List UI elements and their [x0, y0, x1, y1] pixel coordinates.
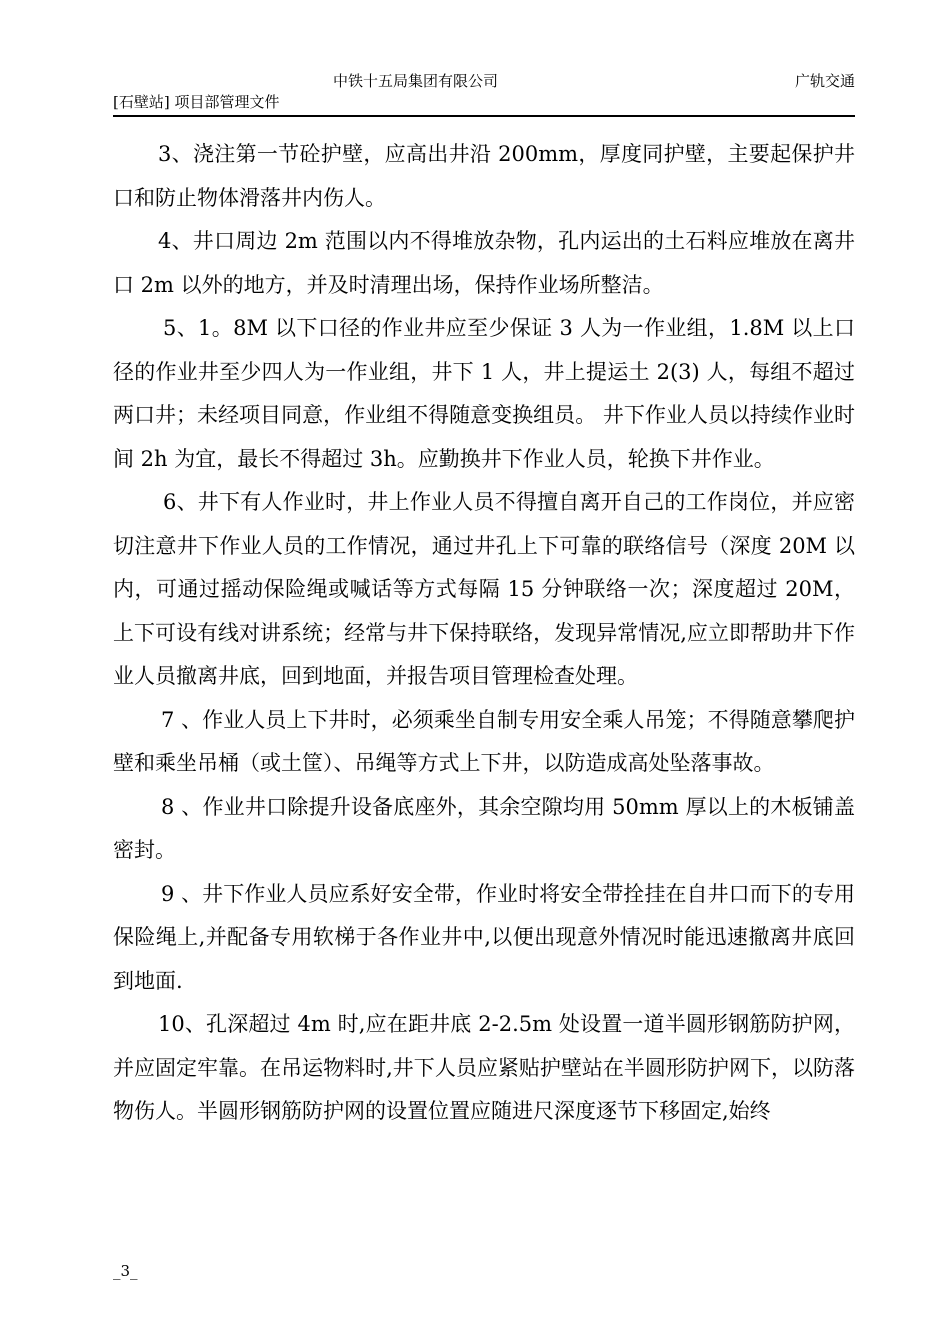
paragraph-item-3: 3、浇注第一节砼护壁，应高出井沿 200mm，厚度同护壁，主要起保护井口和防止物体滑落井内伤人。	[113, 142, 855, 210]
paragraph-item-7: 7 、作业人员上下井时，必须乘坐自制专用安全乘人吊笼；不得随意攀爬护壁和乘坐吊桶（或土筐）、吊绳等方式上下井，以防造成高处坠落事故。	[113, 707, 855, 775]
header-divider	[113, 115, 855, 117]
paragraph-item-8: 8 、作业井口除提升设备底座外，其余空隙均用 50mm 厚以上的木板铺盖密封。	[113, 794, 855, 862]
header-document-label: [石壁站] 项目部管理文件	[113, 93, 280, 111]
paragraph-item-5: 5、1。8M 以下口径的作业井应至少保证 3 人为一作业组，1.8M 以上口径的作业井至少四人为一作业组，井下 1 人，井上提运土 2(3) 人，每组不超过两口井；未经项目同意，作业组不得随意变换组员。 井下作业人员以持续作业时间 2h 为宜，最长不得超过 3h。应勤换井下作业人员，轮换下井作业。	[113, 316, 855, 471]
paragraph-item-9: 9 、井下作业人员应系好安全带，作业时将安全带拴挂在自井口而下的专用保险绳上,并配备专用软梯于各作业井中,以便出现意外情况时能迅速撤离井底回到地面.	[113, 881, 855, 993]
paragraph-item-4: 4、井口周边 2m 范围以内不得堆放杂物，孔内运出的土石料应堆放在离井口 2m 以外的地方，并及时清理出场，保持作业场所整洁。	[113, 229, 855, 297]
page-number: _3_	[113, 1262, 138, 1280]
paragraph-item-10: 10、孔深超过 4m 时,应在距井底 2-2.5m 处设置一道半圆形钢筋防护网，并应固定牢靠。在吊运物料时,井下人员应紧贴护壁站在半圆形防护网下，以防落物伤人。半圆形钢筋防护网的设置位置应随进尺深度逐节下移固定,始终	[113, 1012, 855, 1123]
document-body	[113, 133, 855, 1134]
header-project-type: 广轨交通	[794, 72, 855, 90]
header-company-name: 中铁十五局集团有限公司	[333, 72, 499, 90]
paragraph-item-6: 6、井下有人作业时，井上作业人员不得擅自离开自己的工作岗位，并应密切注意井下作业人员的工作情况，通过井孔上下可靠的联络信号（深度 20M 以内，可通过摇动保险绳或喊话等方式每隔 15 分钟联络一次；深度超过 20M，上下可设有线对讲系统；经常与井下保持联络，发现异常情况,应立即帮助井下作业人员撤离井底，回到地面，并报告项目管理检查处理。	[113, 490, 855, 688]
